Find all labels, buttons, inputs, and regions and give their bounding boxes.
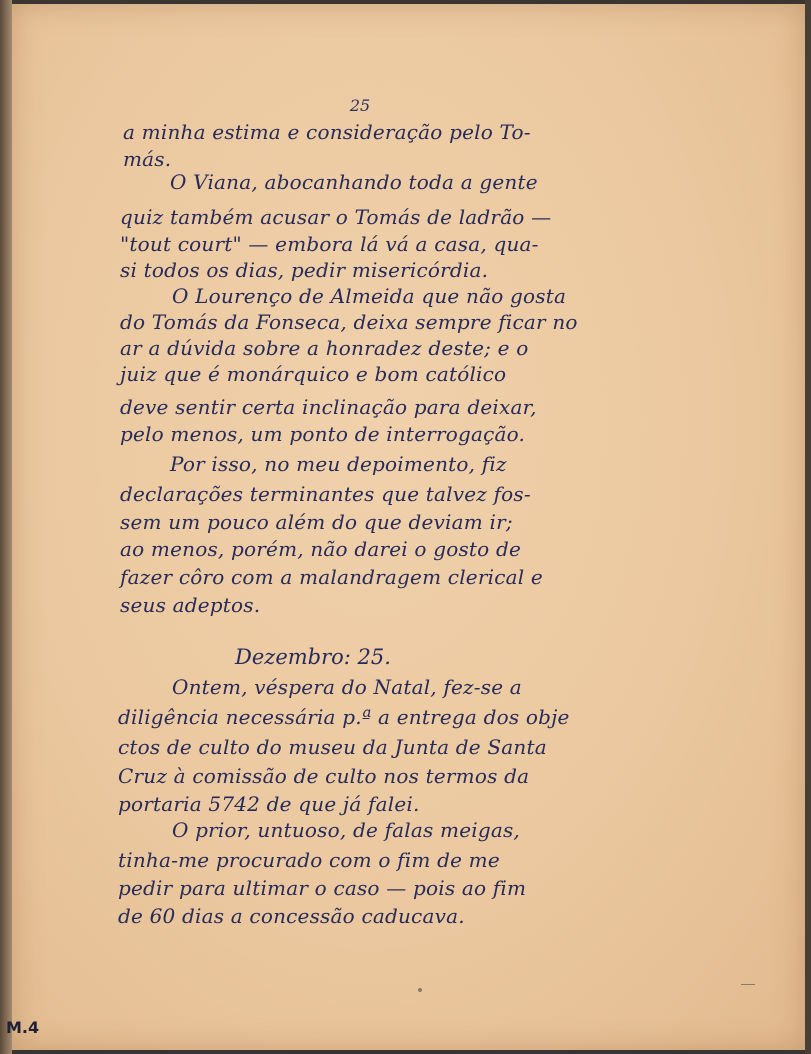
- manuscript-line: ar a dúvida sobre a honradez deste; e o: [120, 336, 529, 360]
- manuscript-line: ao menos, porém, não darei o gosto de: [120, 537, 522, 561]
- manuscript-line: ctos de culto do museu da Junta de Santa: [118, 735, 547, 759]
- book-spine-edge: [0, 0, 12, 1054]
- manuscript-line: seus adeptos.: [120, 593, 261, 617]
- manuscript-line: si todos os dias, pedir misericórdia.: [120, 258, 489, 282]
- manuscript-line: a minha estima e consideração pelo To-: [123, 120, 531, 144]
- manuscript-line: tinha-me procurado com o fim de me: [118, 848, 500, 872]
- manuscript-line: deve sentir certa inclinação para deixar,: [120, 395, 537, 419]
- manuscript-line: O prior, untuoso, de falas meigas,: [172, 818, 520, 842]
- manuscript-line: diligência necessária p.ª a entrega dos obje: [118, 705, 570, 729]
- archive-margin-note: M.4: [6, 1018, 40, 1037]
- manuscript-line: Cruz à comissão de culto nos termos da: [118, 764, 530, 788]
- page-right-edge: [805, 0, 811, 1054]
- page-number: 25: [349, 96, 371, 115]
- ink-spot-mark: [418, 988, 422, 992]
- manuscript-line: de 60 dias a concessão caducava.: [118, 904, 465, 928]
- manuscript-line: O Viana, abocanhando toda a gente: [170, 170, 538, 194]
- manuscript-line: declarações terminantes que talvez fos-: [120, 482, 531, 506]
- manuscript-line: do Tomás da Fonseca, deixa sempre ficar no: [120, 310, 578, 334]
- pencil-tick-mark: [741, 978, 755, 985]
- manuscript-line: quiz também acusar o Tomás de ladrão —: [120, 205, 552, 229]
- manuscript-line: Por isso, no meu depoimento, fiz: [170, 452, 507, 476]
- manuscript-line: O Lourenço de Almeida que não gosta: [172, 284, 567, 308]
- date-heading: Dezembro: 25.: [235, 645, 391, 669]
- manuscript-line: Ontem, véspera do Natal, fez-se a: [172, 675, 522, 699]
- manuscript-line: pedir para ultimar o caso — pois ao fim: [118, 876, 527, 900]
- manuscript-line: juiz que é monárquico e bom católico: [120, 362, 507, 386]
- manuscript-line: pelo menos, um ponto de interrogação.: [120, 422, 526, 446]
- manuscript-line: "tout court" — embora lá vá a casa, qua-: [120, 232, 539, 256]
- manuscript-line: más.: [123, 147, 172, 171]
- manuscript-line: portaria 5742 de que já falei.: [118, 792, 420, 816]
- manuscript-line: fazer côro com a malandragem clerical e: [120, 565, 543, 589]
- manuscript-line: sem um pouco além do que deviam ir;: [120, 510, 513, 534]
